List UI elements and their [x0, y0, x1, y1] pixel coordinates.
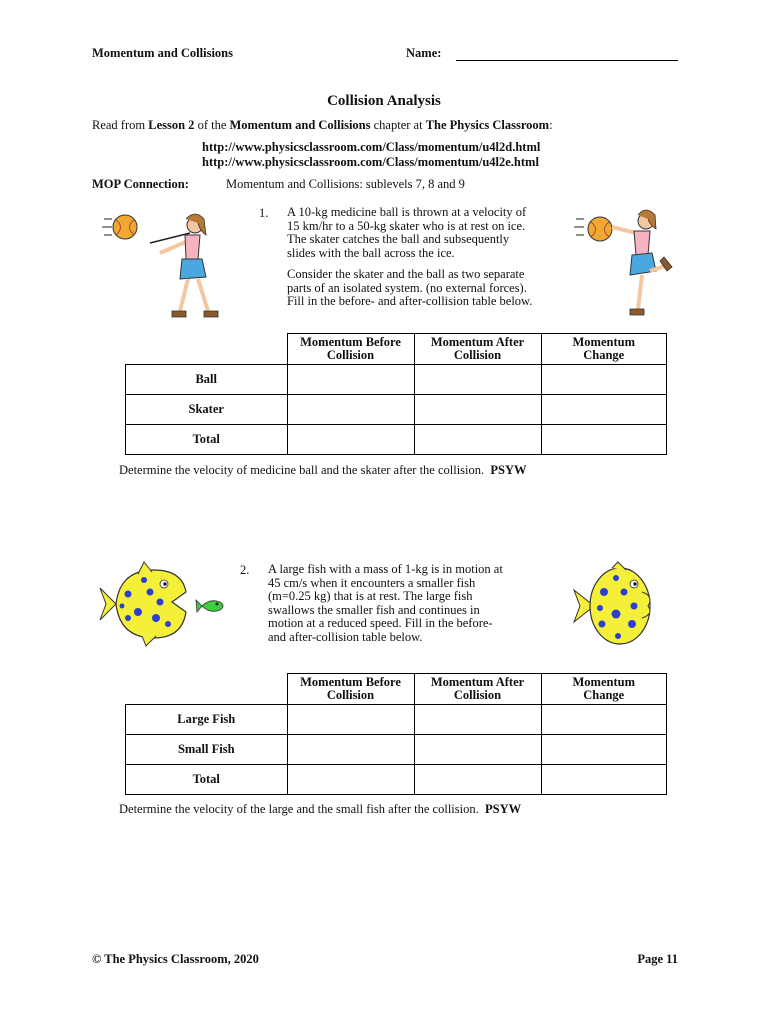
answer-cell[interactable]: [287, 365, 414, 395]
intro-chapter: Momentum and Collisions: [229, 118, 371, 132]
table-row: [126, 425, 667, 455]
header-line: Momentum Before: [300, 675, 401, 689]
determine-text: Determine the velocity of the large and the small fish after the collision.: [119, 802, 479, 816]
header-title: Momentum and Collisions: [92, 46, 233, 60]
table-header: [541, 674, 667, 705]
answer-cell[interactable]: [287, 425, 414, 455]
table-corner: [126, 674, 288, 705]
intro-text: [92, 118, 553, 133]
intro-part: chapter at: [370, 118, 426, 132]
answer-cell[interactable]: [287, 735, 414, 765]
table-row: [126, 735, 667, 765]
header-line: Momentum Before: [300, 335, 401, 349]
answer-cell[interactable]: [414, 735, 541, 765]
skater-throw-illustration: [100, 205, 230, 330]
fish-illustration: [98, 562, 238, 647]
answer-cell[interactable]: [541, 765, 667, 795]
text-line: Consider the skater and the ball as two separate: [287, 267, 525, 281]
question-text: [268, 563, 503, 644]
answer-cell[interactable]: [287, 765, 414, 795]
header-line: Change: [583, 348, 625, 362]
intro-part: :: [549, 118, 553, 132]
table-row: [126, 395, 667, 425]
header-line: Collision: [453, 688, 502, 702]
row-label: Small Fish: [126, 735, 288, 765]
answer-cell[interactable]: [541, 365, 667, 395]
text-line: 45 cm/s when it encounters a smaller fish: [268, 575, 476, 590]
row-label: Large Fish: [126, 705, 288, 735]
table-header: [414, 674, 541, 705]
table-row: [126, 765, 667, 795]
header-line: Collision: [326, 688, 375, 702]
text-line: motion at a reduced speed. Fill in the before-: [268, 616, 493, 630]
header-line: Change: [583, 688, 625, 702]
text-line: slides with the ball across the ice.: [287, 245, 455, 260]
row-label: Total: [126, 765, 288, 795]
text-line: (m=0.25 kg) that is at rest. The large fish: [268, 589, 473, 603]
header-line: Momentum After: [430, 675, 525, 689]
header-line: Momentum: [572, 675, 635, 689]
psyw-label: PSYW: [490, 463, 527, 477]
answer-cell[interactable]: [287, 705, 414, 735]
url-link[interactable]: http://www.physicsclassroom.com/Class/momentum/u4l2e.html: [202, 155, 539, 169]
table-corner: [126, 334, 288, 365]
text-line: parts of an isolated system. (no external forces).: [287, 280, 527, 295]
row-label: Total: [126, 425, 288, 455]
table-header: [287, 334, 414, 365]
collision-table-1: [125, 333, 667, 455]
collision-table-2: [125, 673, 667, 795]
text-line: Fill in the before- and after-collision table below.: [287, 294, 533, 308]
mop-text: Momentum and Collisions: sublevels 7, 8 and 9: [226, 177, 465, 191]
question-number: 2.: [240, 563, 250, 577]
table-row: [126, 365, 667, 395]
name-label: Name:: [406, 46, 442, 60]
answer-cell[interactable]: [414, 705, 541, 735]
determine-text: Determine the velocity of medicine ball and the skater after the collision.: [119, 463, 485, 477]
table-header: [287, 674, 414, 705]
text-line: swallows the smaller fish and continues in: [268, 602, 480, 617]
text-line: A large fish with a mass of 1-kg is in motion at: [268, 562, 503, 576]
intro-site: The Physics Classroom: [425, 118, 550, 132]
url-link[interactable]: http://www.physicsclassroom.com/Class/momentum/u4l2d.html: [202, 140, 541, 154]
mop-label: MOP Connection:: [92, 177, 189, 191]
table-header: [414, 334, 541, 365]
header-line: Momentum: [572, 335, 635, 349]
small-fish-illustration: [196, 600, 223, 612]
answer-cell[interactable]: [414, 425, 541, 455]
fish-illustration: [572, 562, 672, 652]
answer-cell[interactable]: [541, 395, 667, 425]
answer-cell[interactable]: [541, 425, 667, 455]
row-label: Skater: [126, 395, 288, 425]
answer-cell[interactable]: [541, 705, 667, 735]
header-line: Momentum After: [430, 335, 525, 349]
text-line: A 10-kg medicine ball is thrown at a velocity of: [287, 205, 527, 219]
answer-cell[interactable]: [414, 765, 541, 795]
url-list: [202, 140, 540, 170]
text-line: The skater catches the ball and subsequently: [287, 232, 510, 246]
answer-cell[interactable]: [414, 365, 541, 395]
text-line: 15 km/hr to a 50-kg skater who is at rest on ice.: [287, 218, 526, 233]
intro-part: of the: [194, 118, 230, 132]
footer-page-number: Page 11: [637, 952, 678, 966]
table-row: [126, 705, 667, 735]
answer-cell[interactable]: [414, 395, 541, 425]
question-text: [287, 206, 532, 309]
intro-lesson: Lesson 2: [148, 118, 195, 132]
intro-part: Read from: [92, 118, 149, 132]
question-number: 1.: [259, 206, 269, 220]
determine-prompt: [119, 802, 521, 817]
footer-copyright: © The Physics Classroom, 2020: [92, 952, 259, 966]
name-field-line[interactable]: [456, 60, 678, 61]
skater-catch-illustration: [572, 205, 672, 325]
table-header: [541, 334, 667, 365]
text-line: and after-collision table below.: [268, 629, 423, 644]
row-label: Ball: [126, 365, 288, 395]
answer-cell[interactable]: [541, 735, 667, 765]
psyw-label: PSYW: [484, 802, 522, 816]
determine-prompt: [119, 463, 527, 478]
answer-cell[interactable]: [287, 395, 414, 425]
page-title: Collision Analysis: [327, 93, 441, 109]
header-line: Collision: [326, 348, 375, 362]
header-line: Collision: [453, 348, 502, 362]
